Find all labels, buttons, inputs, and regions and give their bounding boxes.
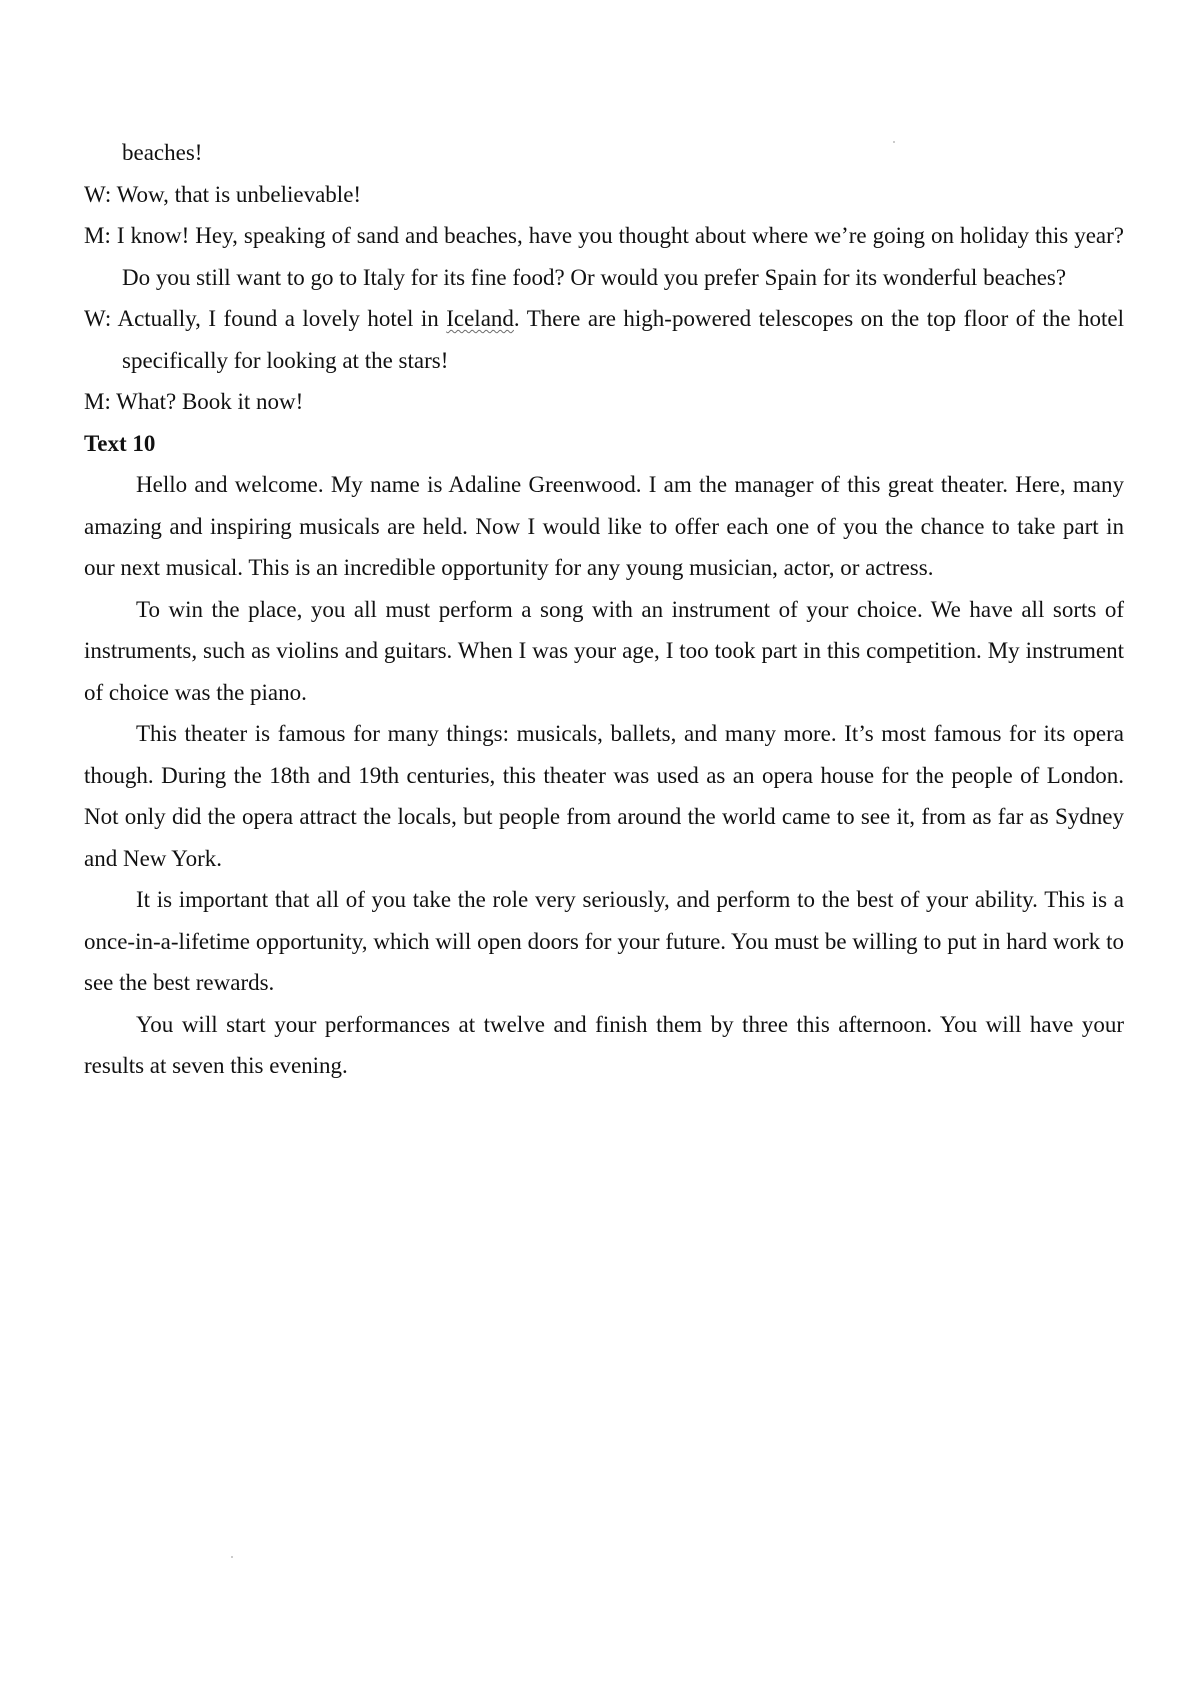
dialogue-line: [84, 298, 1124, 381]
dialogue-line-start: W: Actually, I found a lovely hotel in: [84, 306, 447, 331]
section-heading: Text 10: [84, 430, 156, 456]
dialogue-line-end: . There are high-powered telescopes on the top floor of the hotel specifically for looking at the stars!: [122, 306, 1125, 373]
paragraph: This theater is famous for many things: musicals, ballets, and many more. It’s most famous for its opera though. During the 18th and 19th centuries, this theater was used as an opera house for the people of London. Not only did the opera attract the locals, but people from around the world came to see it, from as far as Sydney and New York.: [84, 721, 1124, 871]
paragraph: It is important that all of you take the role very seriously, and perform to the best of your ability. This is a once-in-a-lifetime opportunity, which will open doors for your future. You must be willing to put in hard work to see the best rewards.: [84, 887, 1124, 995]
dialogue-continuation: beaches!: [122, 140, 203, 165]
scan-speck: [231, 1556, 233, 1558]
paragraph: Hello and welcome. My name is Adaline Greenwood. I am the manager of this great theater. Here, many amazing and inspiring musicals are held. Now I would like to offer each one of you the chance to take part in our next musical. This is an incredible opportunity for any young musician, actor, or actress.: [84, 472, 1124, 580]
underlined-word: Iceland: [446, 306, 514, 331]
dialogue-line: W: Wow, that is unbelievable!: [84, 181, 362, 207]
dialogue-line: M: What? Book it now!: [84, 389, 304, 414]
paragraph: To win the place, you all must perform a song with an instrument of your choice. We have all sorts of instruments, such as violins and guitars. When I was your age, I too took part in this competition. My instrument of choice was the piano.: [84, 596, 1124, 705]
document-body: [84, 132, 1124, 1087]
paragraph: You will start your performances at twelve and finish them by three this afternoon. You will have your results at seven this evening.: [84, 1011, 1124, 1078]
dialogue-line: M: I know! Hey, speaking of sand and beaches, have you thought about where we’re going on holiday this year? Do you still want to go to Italy for its fine food? Or would you prefer Spain for its wonderful beaches?: [84, 223, 1124, 290]
